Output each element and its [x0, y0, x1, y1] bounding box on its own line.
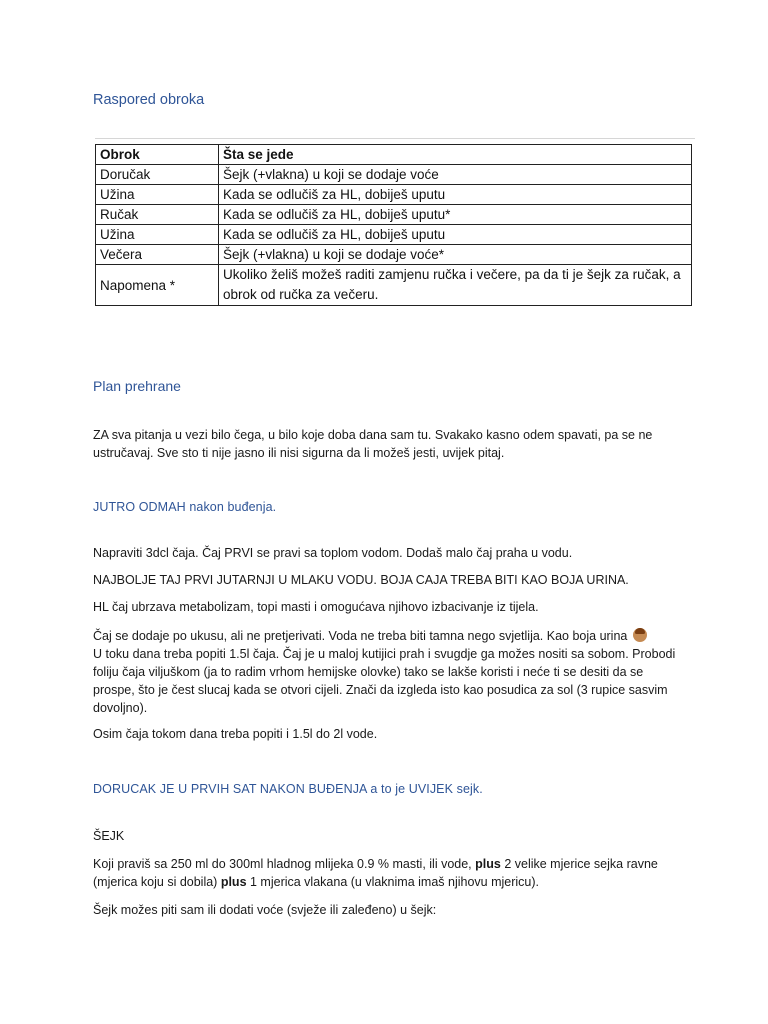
meal-name-cell: Užina: [96, 225, 219, 245]
sejk-title: ŠEJK: [93, 829, 125, 843]
table-header-row: [96, 145, 692, 165]
table-row: [96, 165, 692, 185]
meal-name-cell: Ručak: [96, 205, 219, 225]
sejk-paragraph-2: Šejk možes piti sam ili dodati voće (svježe ili zaleđeno) u šejk:: [93, 903, 437, 917]
sejk-plus-1: plus: [475, 857, 501, 871]
sejk-text-a: Koji praviš sa 250 ml do 300ml hladnog mlijeka 0.9 % masti, ili vode,: [93, 857, 476, 871]
note-label-cell: Napomena *: [96, 265, 219, 306]
heading-plan-prehrane: Plan prehrane: [93, 378, 181, 394]
tea-paragraph-3: HL čaj ubrzava metabolizam, topi masti i omogućava njihovo izbacivanje iz tijela.: [93, 600, 539, 614]
heading-jutro-odmah: JUTRO ODMAH nakon buđenja.: [93, 500, 277, 514]
meal-desc-cell: Kada se odlučiš za HL, dobiješ uputu*: [219, 205, 692, 225]
sejk-text-b: 2 velike mjerice sejka ravne (mjerica koju si dobila): [93, 857, 658, 889]
meal-desc-cell: Kada se odlučiš za HL, dobiješ uputu: [219, 225, 692, 245]
tea-paragraph-1: Napraviti 3dcl čaja. Čaj PRVI se pravi sa toplom vodom. Dodaš malo čaj praha u vodu.: [93, 546, 573, 560]
intro-paragraph: ZA sva pitanja u vezi bilo čega, u bilo koje doba dana sam tu. Svakako kasno odem spavati, pa se ne ustručavaj. Sve sto ti nije jasno ili nisi sigurna da li možeš jesti, uvijek pitaj.: [93, 428, 653, 460]
tea-paragraph-4-first-line: Čaj se dodaje po ukusu, ali ne pretjerivati. Voda ne treba biti tamna nego svjetlija. Kao boja urina: [93, 629, 628, 643]
tea-paragraph-4: [93, 627, 683, 717]
meal-schedule-table: [95, 144, 692, 306]
sejk-paragraph-1: [93, 855, 683, 891]
water-paragraph: Osim čaja tokom dana treba popiti i 1.5l do 2l vode.: [93, 727, 378, 741]
heading-raspored-obroka: Raspored obroka: [93, 92, 205, 108]
sejk-text-c: 1 mjerica vlakana (u vlaknima imaš njihovu mjericu).: [246, 875, 539, 889]
table-row: [96, 185, 692, 205]
meal-name-cell: Doručak: [96, 165, 219, 185]
note-text-cell: Ukoliko želiš možeš raditi zamjenu ručka i večere, pa da ti je šejk za ručak, a obrok od ručka za večeru.: [219, 265, 692, 306]
meal-desc-cell: Šejk (+vlakna) u koji se dodaje voće*: [219, 245, 692, 265]
table-note-row: [96, 265, 692, 306]
meal-desc-cell: Šejk (+vlakna) u koji se dodaje voće: [219, 165, 692, 185]
heading-dorucak: DORUCAK JE U PRVIH SAT NAKON BUĐENJA a to je UVIJEK sejk.: [93, 782, 483, 796]
table-row: [96, 245, 692, 265]
table-row: [96, 225, 692, 245]
person-emoji-icon: [633, 628, 647, 642]
meal-desc-cell: Kada se odlučiš za HL, dobiješ uputu: [219, 185, 692, 205]
tea-paragraph-4-rest: U toku dana treba popiti 1.5l čaja. Čaj je u maloj kutijici prah i svugdje ga možes nositi sa sobom. Probodi foliju čaja viljuškom (ja to radim vrhom hemijske olovke) tako se lakše koristi i neće ti se desiti da se prospe, što je čest slucaj kada se otvori cijeli. Znači da izgleda isto kao posudica za sol (3 rupice sasvim dovoljno).: [93, 647, 676, 715]
sejk-plus-2: plus: [220, 875, 247, 889]
tea-paragraph-2: NAJBOLJE TAJ PRVI JUTARNJI U MLAKU VODU. BOJA CAJA TREBA BITI KAO BOJA URINA.: [93, 573, 629, 587]
table-row: [96, 205, 692, 225]
header-cell-sta-se-jede: Šta se jede: [219, 145, 692, 165]
meal-name-cell: Večera: [96, 245, 219, 265]
meal-name-cell: Užina: [96, 185, 219, 205]
header-cell-obrok: Obrok: [96, 145, 219, 165]
